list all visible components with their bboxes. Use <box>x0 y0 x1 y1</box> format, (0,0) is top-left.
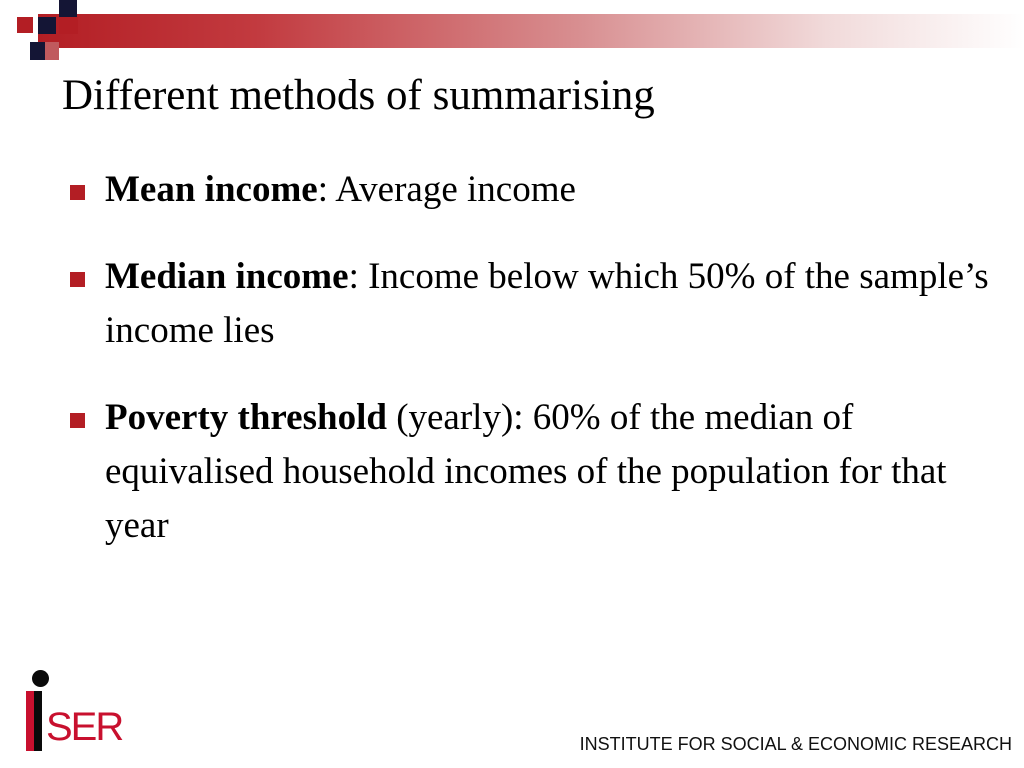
institute-name: INSTITUTE FOR SOCIAL & ECONOMIC RESEARCH <box>579 734 1012 754</box>
bullet-term: Poverty threshold <box>105 397 387 438</box>
square-bullet-icon <box>70 272 85 287</box>
bullet-list <box>68 163 1003 553</box>
logo-text: SER <box>46 705 123 749</box>
bullet-item <box>68 391 1003 553</box>
bullet-text: : Average income <box>317 169 576 210</box>
logo-dot-icon <box>32 670 49 687</box>
square-bullet-icon <box>70 185 85 200</box>
banner-square <box>59 0 77 17</box>
bullet-text: : Income below which 50% of the sample’s income lies <box>105 256 989 351</box>
logo-bar <box>34 691 42 751</box>
slide-title: Different methods of summarising <box>62 72 655 119</box>
top-banner-gradient <box>38 14 1024 48</box>
bullet-term: Median income <box>105 256 349 297</box>
iser-logo <box>22 670 122 754</box>
bullet-qualifier: (yearly) <box>386 397 514 438</box>
bullet-item <box>68 250 1003 358</box>
bullet-text: : 60% of the median of equivalised household incomes of the population for that year <box>105 397 947 546</box>
square-bullet-icon <box>70 413 85 428</box>
bullet-term: Mean income <box>105 169 318 210</box>
banner-square <box>30 42 45 60</box>
banner-square <box>45 42 59 60</box>
banner-square <box>59 17 78 34</box>
banner-square <box>17 17 33 33</box>
bullet-item <box>68 163 1003 217</box>
logo-bar <box>26 691 34 751</box>
banner-square <box>38 17 56 34</box>
